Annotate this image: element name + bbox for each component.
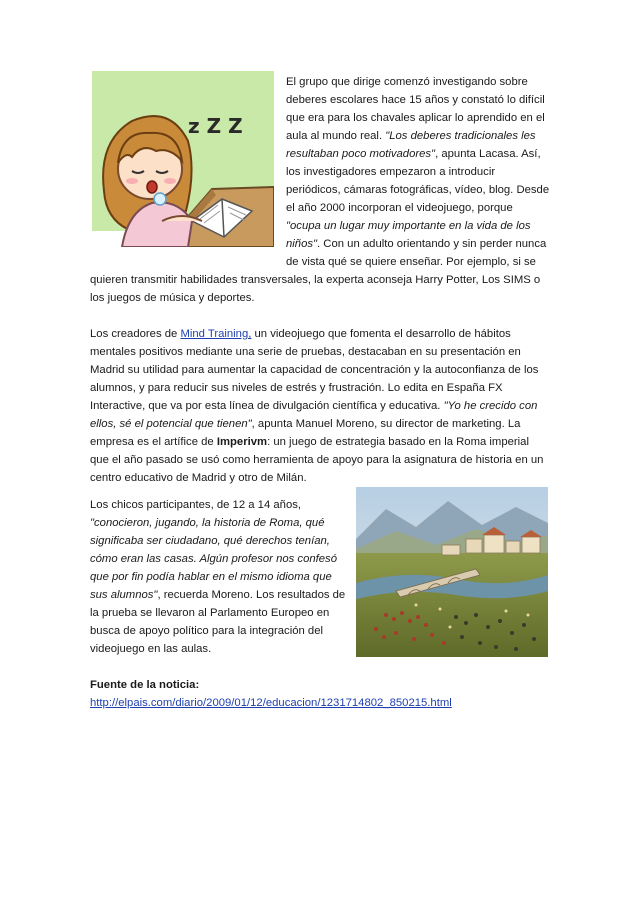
text-run: Interactive, que va por esta línea de divulgación científica y educativa.: [90, 400, 444, 412]
quote-run: "Yo he crecido con: [443, 400, 538, 412]
sleeping-girl-drawing: [92, 71, 274, 247]
text-line: [90, 532, 330, 550]
text-line: quieren transmitir habilidades transversales, la experta aconseja Harry Potter, Los SIMS o: [90, 274, 541, 286]
mind-training-link[interactable]: Mind Training,: [180, 328, 252, 340]
quote-run: "ocupa un lugar muy importante en la vida de los: [286, 220, 531, 232]
text-run: empresa es el artífice de: [90, 436, 217, 448]
text-line: la prueba se llevaron al Parlamento Europeo en: [90, 607, 330, 619]
text-run: , apunta Manuel Moreno, su director de marketing. La: [251, 418, 521, 430]
quote-run: niños": [286, 238, 318, 250]
text-line: los juegos de música y deportes.: [90, 292, 255, 304]
quote-run: "conocieron, jugando, la historia de Roma, qué: [90, 517, 325, 529]
imperivm-bold: Imperivm: [216, 436, 268, 448]
battle-scene-drawing: [356, 487, 548, 657]
text-line: alumnos, y para reducir sus niveles de estrés y frustración. Lo edita en España FX: [90, 382, 503, 394]
text-run: , apunta Lacasa. Así,: [435, 148, 541, 160]
text-line: [90, 415, 520, 433]
text-line: [286, 145, 541, 163]
quote-run: significaba ser ciudadano, qué derechos tenían,: [90, 535, 330, 547]
battle-scene-illustration: [356, 487, 548, 657]
text-line: que era para los chavales aplicar lo aprendido en el: [286, 112, 545, 124]
text-line: centro educativo de Madrid y otro de Milán.: [90, 472, 307, 484]
text-line: El grupo que dirige comenzó investigando sobre: [286, 76, 528, 88]
text-line: que el año pasado se usó como herramienta de apoyo para la asignatura de historia en un: [90, 454, 544, 466]
text-line: [90, 694, 452, 712]
text-line: busca de apoyo político para la integración del: [90, 625, 323, 637]
text-line: [90, 676, 199, 694]
quote-run: ellos, sé el potencial que tienen": [90, 418, 252, 430]
text-line: periódicos, cámaras fotográficas, vídeo, blog. Desde: [286, 184, 550, 196]
text-run: : un juego de estrategia basado en la Roma imperial: [267, 436, 529, 448]
text-line: el año 2000 incorporan el videojuego, porque: [286, 202, 513, 214]
text-line: [90, 568, 332, 586]
quote-run: que por fin podía hablar en el mismo idioma que: [90, 571, 332, 583]
text-line: los investigadores empezaron a introducir: [286, 166, 496, 178]
quote-run: "Los deberes tradicionales les: [385, 130, 536, 142]
text-run: aula al mundo real.: [286, 130, 386, 142]
text-line: [286, 217, 531, 235]
text-line: [90, 433, 529, 451]
quote-run: sus alumnos": [90, 589, 158, 601]
text-line: [90, 586, 345, 604]
text-line: [90, 514, 325, 532]
text-run: , recuerda Moreno. Los resultados de: [157, 589, 346, 601]
zzz-text: z Z Z: [188, 114, 243, 138]
quote-run: cómo eran las casas. Algún profesor nos confesó: [90, 553, 337, 565]
text-line: [286, 235, 546, 253]
text-line: [90, 397, 537, 415]
text-run: un videojuego que fomenta el desarrollo de hábitos: [251, 328, 511, 340]
text-line: [90, 325, 511, 343]
text-line: Los chicos participantes, de 12 a 14 años,: [90, 499, 302, 511]
text-line: deberes escolares hace 15 años y constató lo difícil: [286, 94, 545, 106]
text-run: . Con un adulto orientando y sin perder nunca: [317, 238, 547, 250]
quote-run: resultaban poco motivadores": [286, 148, 436, 160]
text-line: Madrid su utilidad para aumentar la capacidad de concentración y la autoconfianza de los: [90, 364, 539, 376]
text-line: [286, 127, 536, 145]
text-run: Los creadores de: [90, 328, 181, 340]
text-line: de vista qué se quiere enseñar. Por ejemplo, si se: [286, 256, 536, 268]
text-line: mentales positivos mediante una serie de pruebas, destacaban en su presentación en: [90, 346, 521, 358]
source-url-link[interactable]: http://elpais.com/diario/2009/01/12/educacion/1231714802_850215.html: [90, 697, 452, 709]
source-label: Fuente de la noticia:: [90, 679, 200, 691]
sleeping-girl-illustration: [92, 71, 274, 247]
text-line: [90, 550, 337, 568]
text-line: videojuego en las aulas.: [90, 643, 212, 655]
